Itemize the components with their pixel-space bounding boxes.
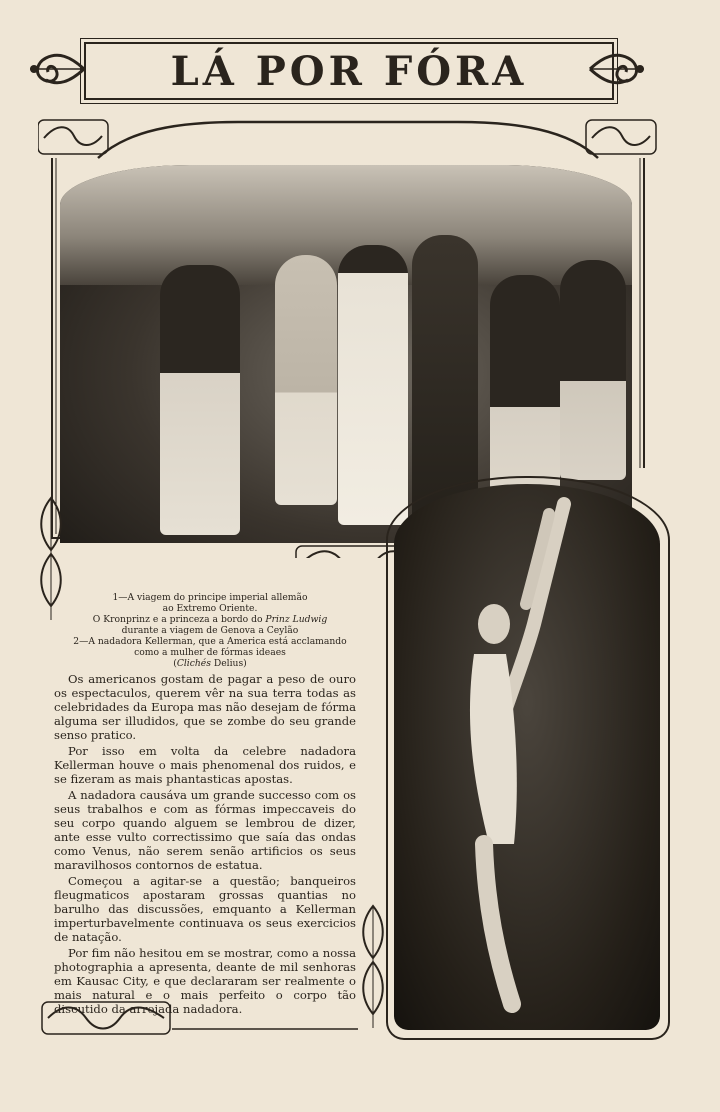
photo-kellerman (394, 484, 660, 1030)
caption-text: O Kronprinz e a princeza a bordo do (92, 614, 266, 625)
photo-caption (60, 592, 360, 669)
fleur-ornament-left-icon (26, 42, 86, 96)
article-paragraph: Começou a agitar-se a questão; banqueiros fleugmaticos apostaram grossas quantias no barulho das discussões, emquanto a Kellerman imperturbavelmente continuava os seus exercicios de natação. (54, 874, 356, 944)
officer-figure (275, 255, 337, 505)
swimmer-silhouette (394, 484, 660, 1030)
bottom-rule (172, 1026, 358, 1032)
caption-line (60, 614, 360, 625)
vertical-leaf-ornament-icon (356, 902, 390, 1032)
article-paragraph: Os americanos gostam de pagar a peso de ouro os espectaculos, querem vêr na sua terra todas as celebridades da Europa mas não desejam de fórma alguma ser illudidos, que se zombe do seu grande senso pratico. (54, 672, 356, 742)
vertical-leaf-ornament-icon (34, 494, 68, 624)
caption-line: durante a viagem de Genova a Ceylão (121, 625, 299, 636)
caption-credit: Delius) (210, 658, 247, 669)
caption-line: 1—A viagem do principe imperial allemão (112, 592, 308, 603)
caption-line: como a mulher de fórmas ideaes (134, 647, 286, 658)
princess-figure (338, 245, 408, 525)
horizontal-leaf-ornament-icon (40, 1000, 172, 1036)
page-title: LÁ POR FÓRA (170, 47, 528, 95)
sailor-figure (160, 265, 240, 535)
article-paragraph: A nadadora causáva um grande successo com os seus trabalhos e com as fórmas impeccaveis do seu corpo quando alguem se lembrou de dizer, ante esse vulto correctissimo que saía das ondas como Venus, não serem senão artificios os seus maravilhosos contornos de estatua. (54, 788, 356, 872)
crew-figure (560, 260, 626, 480)
caption-line: 2—A nadadora Kellerman, que a America está acclamando (73, 636, 347, 647)
title-banner (84, 42, 614, 100)
fleur-ornament-right-icon (588, 42, 648, 96)
caption-ship-name: Prinz Ludwig (265, 614, 328, 625)
caption-line: (Clichés Delius) (173, 658, 247, 669)
article-paragraph: Por isso em volta da celebre nadadora Kellerman houve o mais phenomenal dos ruidos, e se fizeram as mais phantasticas apostas. (54, 744, 356, 786)
article-body (54, 672, 356, 1018)
caption-cliches: Clichés (176, 658, 211, 669)
article-paragraph: Por fim não hesitou em se mostrar, como a nossa photographia a apresenta, deante de mil senhoras em Kausac City, e que declararam ser realmente o mais natural e o mais perfeito o corpo tão discutido da arrojada nadadora. (54, 946, 356, 1016)
caption-line: ao Extremo Oriente. (162, 603, 258, 614)
